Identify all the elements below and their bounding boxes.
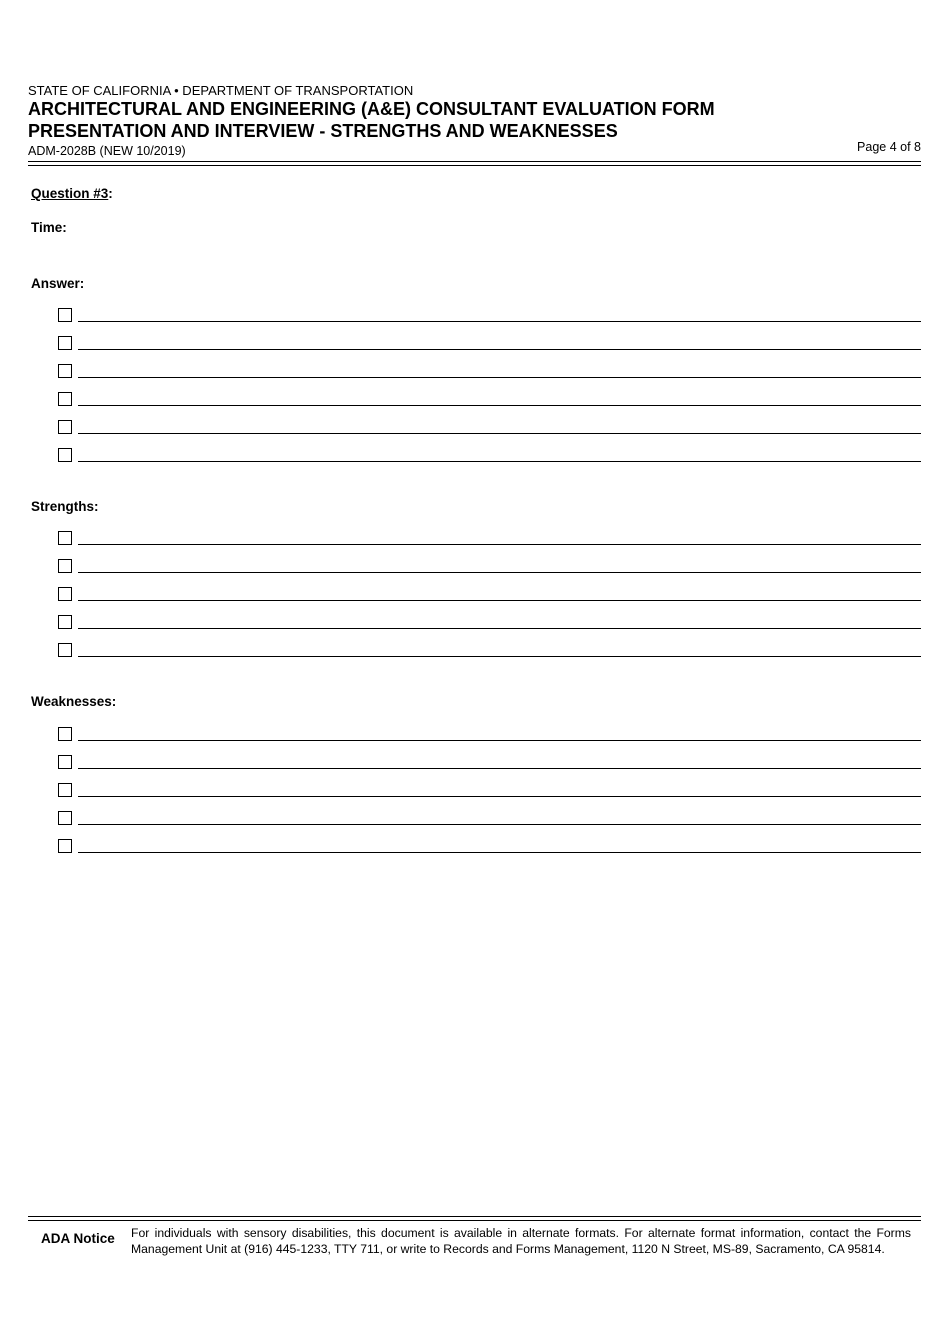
weakness-checkbox[interactable] [58,839,72,853]
strengths-label: Strengths: [31,499,99,514]
strength-field[interactable] [78,612,921,629]
header-divider-bottom [28,165,921,166]
answer-row [0,417,950,445]
weakness-row [0,780,950,808]
strength-field[interactable] [78,640,921,657]
answer-field[interactable] [78,389,921,406]
strength-row [0,556,950,584]
agency-line: STATE OF CALIFORNIA • DEPARTMENT OF TRANSPORTATION [28,83,414,98]
form-title: ARCHITECTURAL AND ENGINEERING (A&E) CONSULTANT EVALUATION FORM [28,99,715,119]
answer-row [0,389,950,417]
answer-checkbox[interactable] [58,308,72,322]
weakness-checkbox[interactable] [58,755,72,769]
footer-divider-top [28,1216,921,1217]
strength-field[interactable] [78,556,921,573]
answer-field[interactable] [78,305,921,322]
weakness-field[interactable] [78,780,921,797]
question-label: Question #3: [31,186,113,201]
answer-row [0,361,950,389]
weakness-field[interactable] [78,808,921,825]
answer-checkbox[interactable] [58,448,72,462]
weakness-row [0,752,950,780]
answer-row [0,445,950,473]
strength-checkbox[interactable] [58,559,72,573]
weakness-field[interactable] [78,724,921,741]
strength-field[interactable] [78,584,921,601]
strength-row [0,584,950,612]
answer-label: Answer: [31,276,85,291]
strength-checkbox[interactable] [58,531,72,545]
weakness-checkbox[interactable] [58,727,72,741]
weakness-row [0,724,950,752]
strength-checkbox[interactable] [58,587,72,601]
answer-field[interactable] [78,361,921,378]
page-number: Page 4 of 8 [857,140,921,154]
header-divider-top [28,161,921,162]
answer-checkbox[interactable] [58,420,72,434]
weaknesses-label: Weaknesses: [31,694,117,709]
strength-checkbox[interactable] [58,615,72,629]
answer-row [0,333,950,361]
ada-notice-label: ADA Notice [41,1231,115,1246]
answer-checkbox[interactable] [58,336,72,350]
answer-field[interactable] [78,417,921,434]
answer-checkbox[interactable] [58,392,72,406]
weakness-field[interactable] [78,836,921,853]
answer-row [0,305,950,333]
strength-row [0,612,950,640]
time-label: Time: [31,220,67,235]
weakness-row [0,836,950,864]
footer-divider-bottom [28,1220,921,1221]
ada-notice-text: For individuals with sensory disabilities, this document is available in alternate formats. For alternate format information, contact the Forms Management Unit at (916) 445-1233, TTY 711, or write to Records and Forms Management, 1120 N Street, MS-89, Sacramento, CA 95814. [131,1226,911,1256]
strength-field[interactable] [78,528,921,545]
weakness-checkbox[interactable] [58,783,72,797]
weakness-field[interactable] [78,752,921,769]
answer-checkbox[interactable] [58,364,72,378]
form-subtitle: PRESENTATION AND INTERVIEW - STRENGTHS AND WEAKNESSES [28,121,618,141]
weakness-checkbox[interactable] [58,811,72,825]
question-number: Question #3 [31,186,109,201]
strength-row [0,640,950,668]
form-number: ADM-2028B (NEW 10/2019) [28,144,186,158]
answer-field[interactable] [78,445,921,462]
weakness-row [0,808,950,836]
answer-field[interactable] [78,333,921,350]
strength-checkbox[interactable] [58,643,72,657]
strength-row [0,528,950,556]
